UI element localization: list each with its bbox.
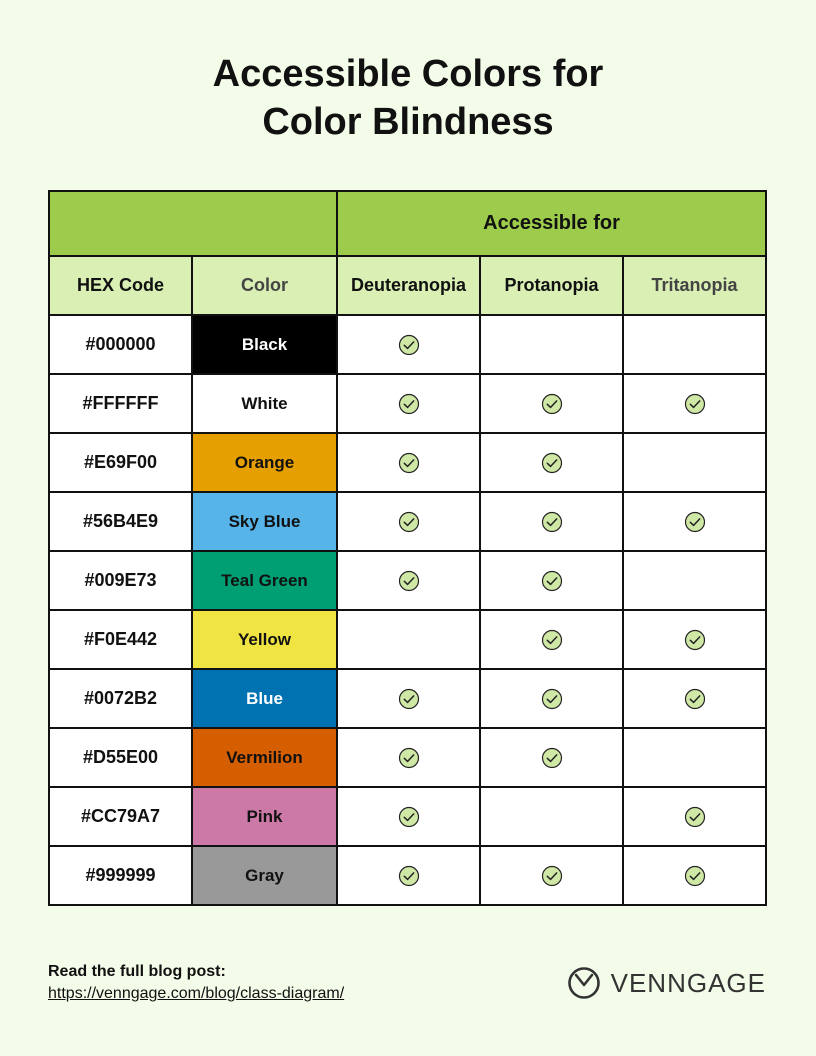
check-circle-icon — [684, 628, 706, 648]
blog-post-link[interactable]: https://venngage.com/blog/class-diagram/ — [48, 985, 345, 1002]
color-swatch-cell: White — [192, 374, 337, 433]
color-swatch-cell: Orange — [192, 433, 337, 492]
check-circle-icon — [541, 510, 563, 530]
table-row — [49, 433, 766, 492]
page-title — [0, 50, 816, 146]
hex-code-cell: #56B4E9 — [49, 492, 192, 551]
tritanopia-cell — [623, 551, 766, 610]
check-circle-icon — [541, 687, 563, 707]
deuteranopia-cell — [337, 846, 480, 905]
column-header-tritanopia: Tritanopia — [623, 256, 766, 315]
table-row — [49, 374, 766, 433]
hex-code-cell: #D55E00 — [49, 728, 192, 787]
tritanopia-cell — [623, 610, 766, 669]
column-header-protanopia: Protanopia — [480, 256, 623, 315]
protanopia-cell — [480, 551, 623, 610]
table-row — [49, 551, 766, 610]
check-circle-icon — [541, 451, 563, 471]
tritanopia-cell — [623, 787, 766, 846]
table-row — [49, 787, 766, 846]
check-circle-icon — [398, 333, 420, 353]
tritanopia-cell — [623, 728, 766, 787]
check-circle-icon — [541, 392, 563, 412]
protanopia-cell — [480, 669, 623, 728]
check-circle-icon — [684, 805, 706, 825]
tritanopia-cell — [623, 315, 766, 374]
check-circle-icon — [398, 805, 420, 825]
color-swatch-cell: Vermilion — [192, 728, 337, 787]
banner-row — [49, 191, 766, 256]
deuteranopia-cell — [337, 492, 480, 551]
check-circle-icon — [398, 864, 420, 884]
color-swatch-cell: Sky Blue — [192, 492, 337, 551]
deuteranopia-cell — [337, 433, 480, 492]
table-body — [49, 191, 766, 905]
banner-empty-cell — [49, 191, 337, 256]
hex-code-cell: #E69F00 — [49, 433, 192, 492]
tritanopia-cell — [623, 492, 766, 551]
table-row — [49, 492, 766, 551]
hex-code-cell: #009E73 — [49, 551, 192, 610]
deuteranopia-cell — [337, 728, 480, 787]
protanopia-cell — [480, 374, 623, 433]
protanopia-cell — [480, 315, 623, 374]
title-line-2: Color Blindness — [262, 101, 554, 143]
column-header-row — [49, 256, 766, 315]
check-circle-icon — [541, 864, 563, 884]
venngage-brand — [567, 966, 766, 1000]
tritanopia-cell — [623, 374, 766, 433]
check-circle-icon — [398, 392, 420, 412]
deuteranopia-cell — [337, 315, 480, 374]
check-circle-icon — [398, 510, 420, 530]
hex-code-cell: #0072B2 — [49, 669, 192, 728]
check-circle-icon — [541, 746, 563, 766]
hex-code-cell: #F0E442 — [49, 610, 192, 669]
tritanopia-cell — [623, 433, 766, 492]
protanopia-cell — [480, 728, 623, 787]
accessible-colors-table — [48, 190, 767, 906]
tritanopia-cell — [623, 846, 766, 905]
column-header-deuteranopia: Deuteranopia — [337, 256, 480, 315]
accessible-for-header: Accessible for — [337, 191, 766, 256]
title-line-1: Accessible Colors for — [212, 53, 604, 95]
color-swatch-cell: Blue — [192, 669, 337, 728]
check-circle-icon — [541, 628, 563, 648]
color-swatch-cell: Teal Green — [192, 551, 337, 610]
protanopia-cell — [480, 846, 623, 905]
table-row — [49, 315, 766, 374]
check-circle-icon — [684, 687, 706, 707]
check-circle-icon — [398, 451, 420, 471]
deuteranopia-cell — [337, 551, 480, 610]
check-circle-icon — [541, 569, 563, 589]
color-swatch-cell: Black — [192, 315, 337, 374]
check-circle-icon — [684, 392, 706, 412]
column-header-hex: HEX Code — [49, 256, 192, 315]
protanopia-cell — [480, 433, 623, 492]
check-circle-icon — [398, 569, 420, 589]
footer-label: Read the full blog post: — [48, 963, 226, 980]
protanopia-cell — [480, 787, 623, 846]
deuteranopia-cell — [337, 787, 480, 846]
deuteranopia-cell — [337, 610, 480, 669]
deuteranopia-cell — [337, 374, 480, 433]
hex-code-cell: #CC79A7 — [49, 787, 192, 846]
table-row — [49, 610, 766, 669]
color-swatch-cell: Pink — [192, 787, 337, 846]
hex-code-cell: #999999 — [49, 846, 192, 905]
table-row — [49, 669, 766, 728]
venngage-wordmark: VENNGAGE — [610, 967, 766, 998]
hex-code-cell: #000000 — [49, 315, 192, 374]
protanopia-cell — [480, 610, 623, 669]
tritanopia-cell — [623, 669, 766, 728]
check-circle-icon — [684, 510, 706, 530]
hex-code-cell: #FFFFFF — [49, 374, 192, 433]
column-header-color: Color — [192, 256, 337, 315]
check-circle-icon — [398, 746, 420, 766]
table-row — [49, 728, 766, 787]
color-swatch-cell: Gray — [192, 846, 337, 905]
check-circle-icon — [684, 864, 706, 884]
check-circle-icon — [398, 687, 420, 707]
color-swatch-cell: Yellow — [192, 610, 337, 669]
table-row — [49, 846, 766, 905]
protanopia-cell — [480, 492, 623, 551]
deuteranopia-cell — [337, 669, 480, 728]
venngage-logo-icon — [567, 966, 601, 1000]
